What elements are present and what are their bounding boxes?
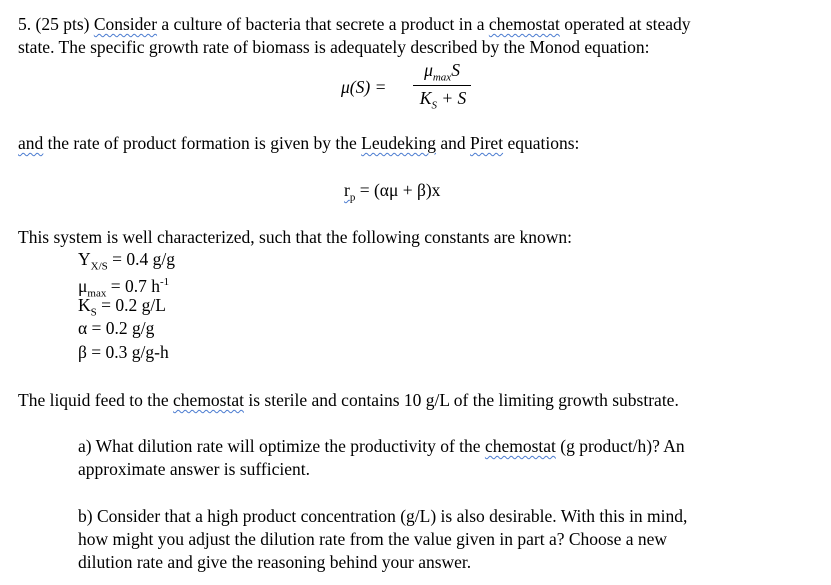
- const-value: = 0.4 g/g: [107, 249, 175, 269]
- constant-alpha: [78, 318, 154, 338]
- feed-line: [18, 390, 679, 410]
- spellcheck-word: chemostat: [484, 436, 556, 456]
- intro-line-2: state. The specific growth rate of biomass is adequately described by the Monod equation:: [18, 37, 650, 57]
- part-b-line-1: b) Consider that a high product concentration (g/L) is also desirable. With this in mind,: [78, 506, 688, 526]
- part-a-line-2: approximate answer is sufficient.: [78, 459, 310, 479]
- p-subscript: p: [349, 191, 356, 204]
- spellcheck-word: chemostat: [173, 390, 244, 410]
- system-line: This system is well characterized, such that the following constants are known:: [18, 227, 573, 247]
- leud-text: equations:: [503, 133, 580, 153]
- constant-beta: [78, 342, 169, 362]
- monod-denominator: [410, 88, 476, 112]
- intro-line-1: [18, 14, 691, 34]
- problem-number: 5. (25 pts): [18, 14, 94, 34]
- leud-text: and: [435, 133, 470, 153]
- monod-numerator: [413, 60, 471, 84]
- feed-text: is sterile and contains 10 g/L of the limiting growth substrate.: [243, 390, 679, 410]
- s-subscript: S: [431, 99, 437, 112]
- fraction-bar: [413, 85, 471, 86]
- const-symbol: Y: [78, 249, 91, 269]
- const-sub: max: [87, 287, 107, 300]
- part-b-line-2: how might you adjust the dilution rate from the value given in part a? Choose a new: [78, 529, 668, 549]
- feed-text: The liquid feed to the: [18, 390, 174, 410]
- spellcheck-word: [344, 180, 356, 204]
- s-symbol: S: [451, 60, 460, 80]
- spellcheck-word: Leudeking: [361, 133, 436, 153]
- const-symbol: α: [78, 318, 88, 338]
- leudeking-line: [18, 133, 579, 153]
- monod-lhs: μ(S) =: [341, 77, 387, 97]
- part-b-line-3: dilution rate and give the reasoning behind your answer.: [78, 552, 472, 572]
- const-sub: X/S: [90, 260, 108, 273]
- const-sup: -1: [159, 276, 170, 288]
- intro-text: a culture of bacteria that secrete a product in a: [157, 14, 489, 34]
- const-value: = 0.3 g/g-h: [86, 342, 169, 362]
- const-symbol: β: [78, 342, 87, 362]
- rate-equation: [344, 180, 440, 208]
- intro-text: operated at steady: [559, 14, 691, 34]
- leud-text: the rate of product formation is given by the: [43, 133, 362, 153]
- spellcheck-word: and: [18, 133, 44, 153]
- spellcheck-word: Piret: [470, 133, 504, 153]
- k-symbol: K: [419, 88, 432, 108]
- mu-symbol: μ: [424, 60, 433, 80]
- const-value: = 0.2 g/L: [96, 295, 166, 315]
- part-a-text: (g product/h)? An: [555, 436, 685, 456]
- spellcheck-word: chemostat: [488, 14, 560, 34]
- const-value: = 0.7 h: [106, 275, 160, 296]
- const-symbol: K: [78, 295, 91, 315]
- r-symbol: r: [344, 180, 350, 200]
- part-a-line-1: [78, 436, 685, 456]
- max-subscript: max: [432, 71, 452, 84]
- denominator-rest: + S: [436, 88, 467, 108]
- spellcheck-word: Consider: [93, 14, 158, 34]
- rate-eq-rest: = (αμ + β)x: [355, 180, 441, 200]
- part-a-text: a) What dilution rate will optimize the productivity of the: [78, 436, 485, 456]
- const-sub: S: [90, 306, 97, 319]
- const-value: = 0.2 g/g: [87, 318, 155, 338]
- const-symbol: μ: [78, 275, 88, 296]
